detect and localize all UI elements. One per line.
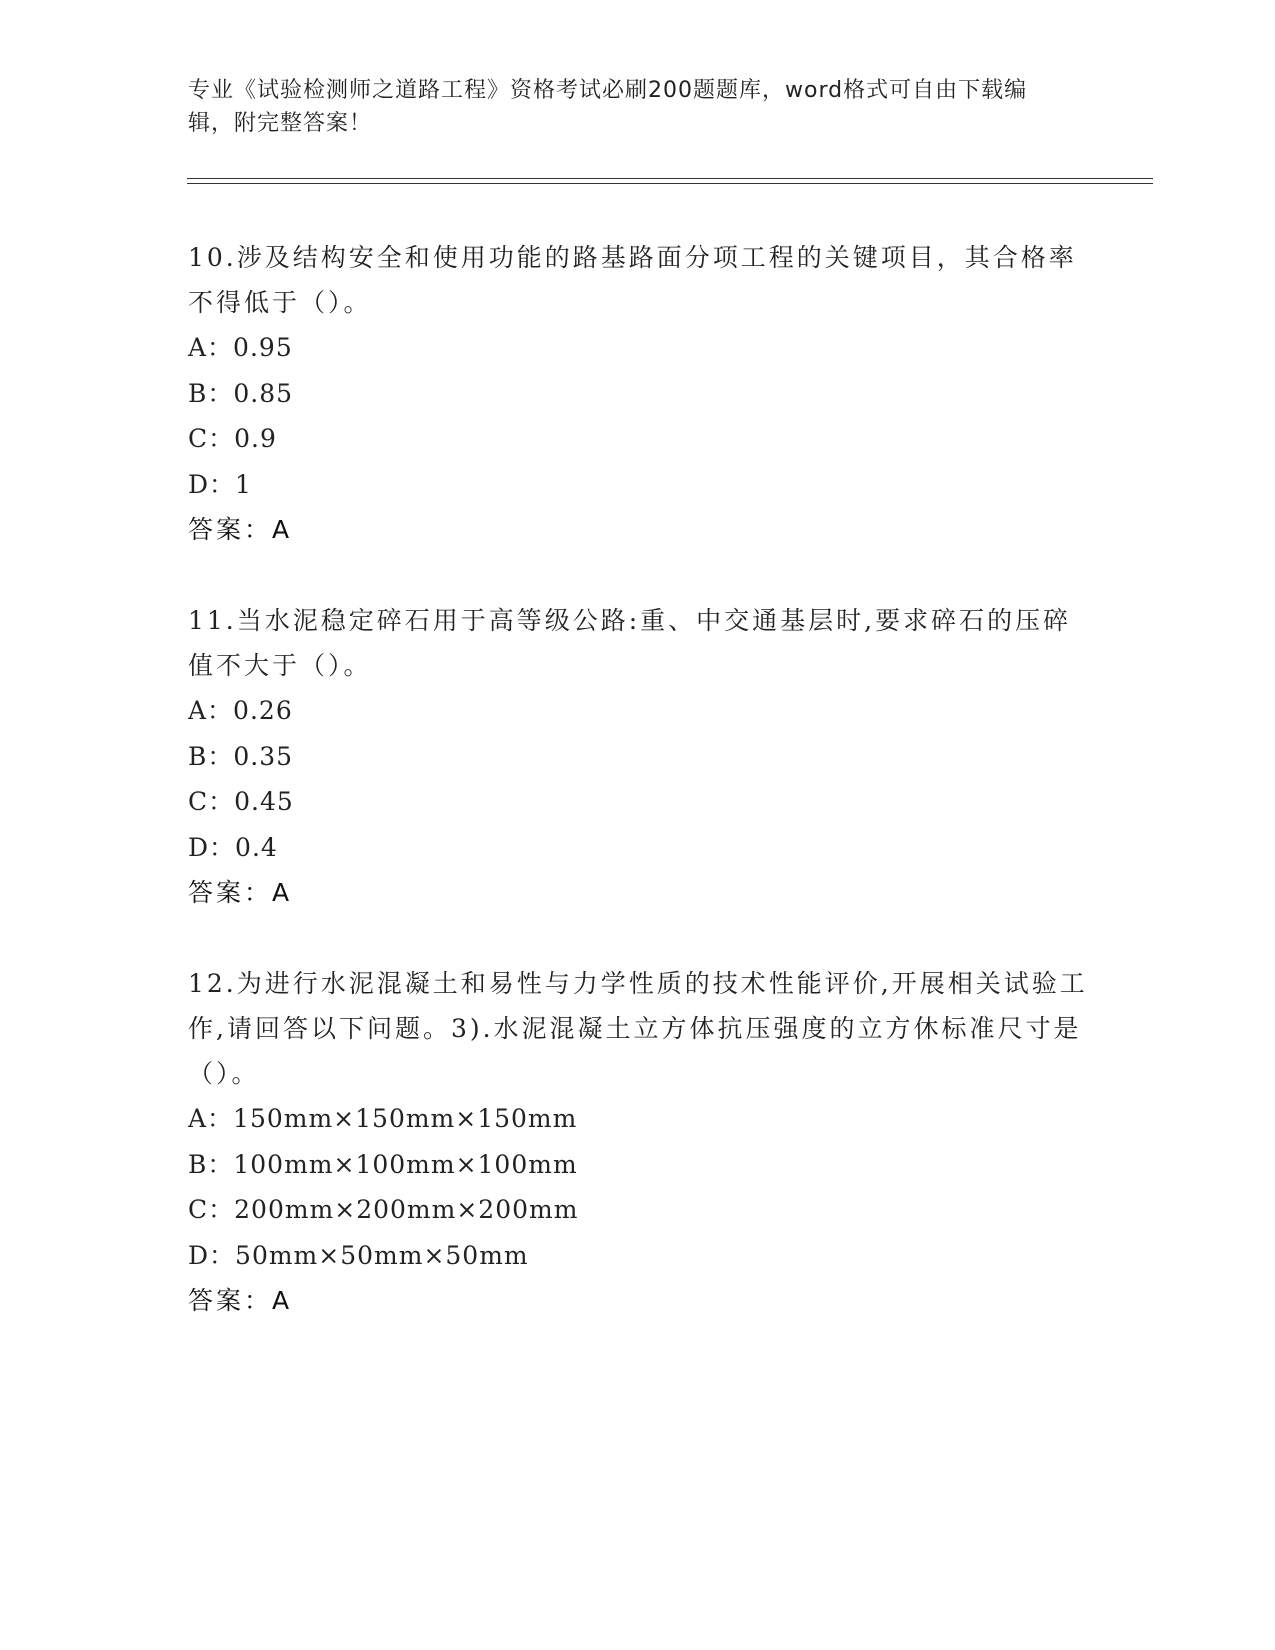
answer: 答案：A	[188, 515, 293, 544]
option-d: D：0.4	[188, 832, 278, 862]
option-c: C：200mm×200mm×200mm	[188, 1195, 579, 1224]
question-stem: 12.为进行水泥混凝土和易性与力学性质的技术性能评价,开展相关试验工作,请回答以下问题。3).水泥混凝土立方体抗压强度的立方休标准尺寸是（）。	[188, 969, 1088, 1088]
question-11	[188, 598, 1088, 915]
option-a: A：0.26	[188, 696, 293, 725]
option-a: A：150mm×150mm×150mm	[188, 1104, 578, 1133]
header-rule-bottom	[187, 183, 1153, 184]
option-d: D：50mm×50mm×50mm	[188, 1240, 529, 1270]
answer: 答案：A	[188, 1286, 293, 1315]
question-10	[188, 235, 1088, 552]
question-12	[188, 961, 1088, 1323]
option-b: B：100mm×100mm×100mm	[188, 1149, 578, 1179]
option-c: C：0.45	[188, 787, 294, 816]
option-b: B：0.85	[188, 378, 294, 408]
question-stem: 11.当水泥稳定碎石用于高等级公路:重、中交通基层时,要求碎石的压碎值不大于（）。	[188, 606, 1072, 680]
option-b: B：0.35	[188, 741, 294, 771]
option-c: C：0.9	[188, 424, 277, 453]
document-header: 专业《试验检测师之道路工程》资格考试必刷200题题库，word格式可自由下载编辑，附完整答案！	[188, 78, 1028, 136]
question-stem: 10.涉及结构安全和使用功能的路基路面分项工程的关键项目，其合格率不得低于（）。	[188, 243, 1077, 317]
option-d: D：1	[188, 469, 252, 499]
answer: 答案：A	[188, 878, 293, 907]
option-a: A：0.95	[188, 333, 293, 362]
header-rule-top	[187, 178, 1153, 179]
